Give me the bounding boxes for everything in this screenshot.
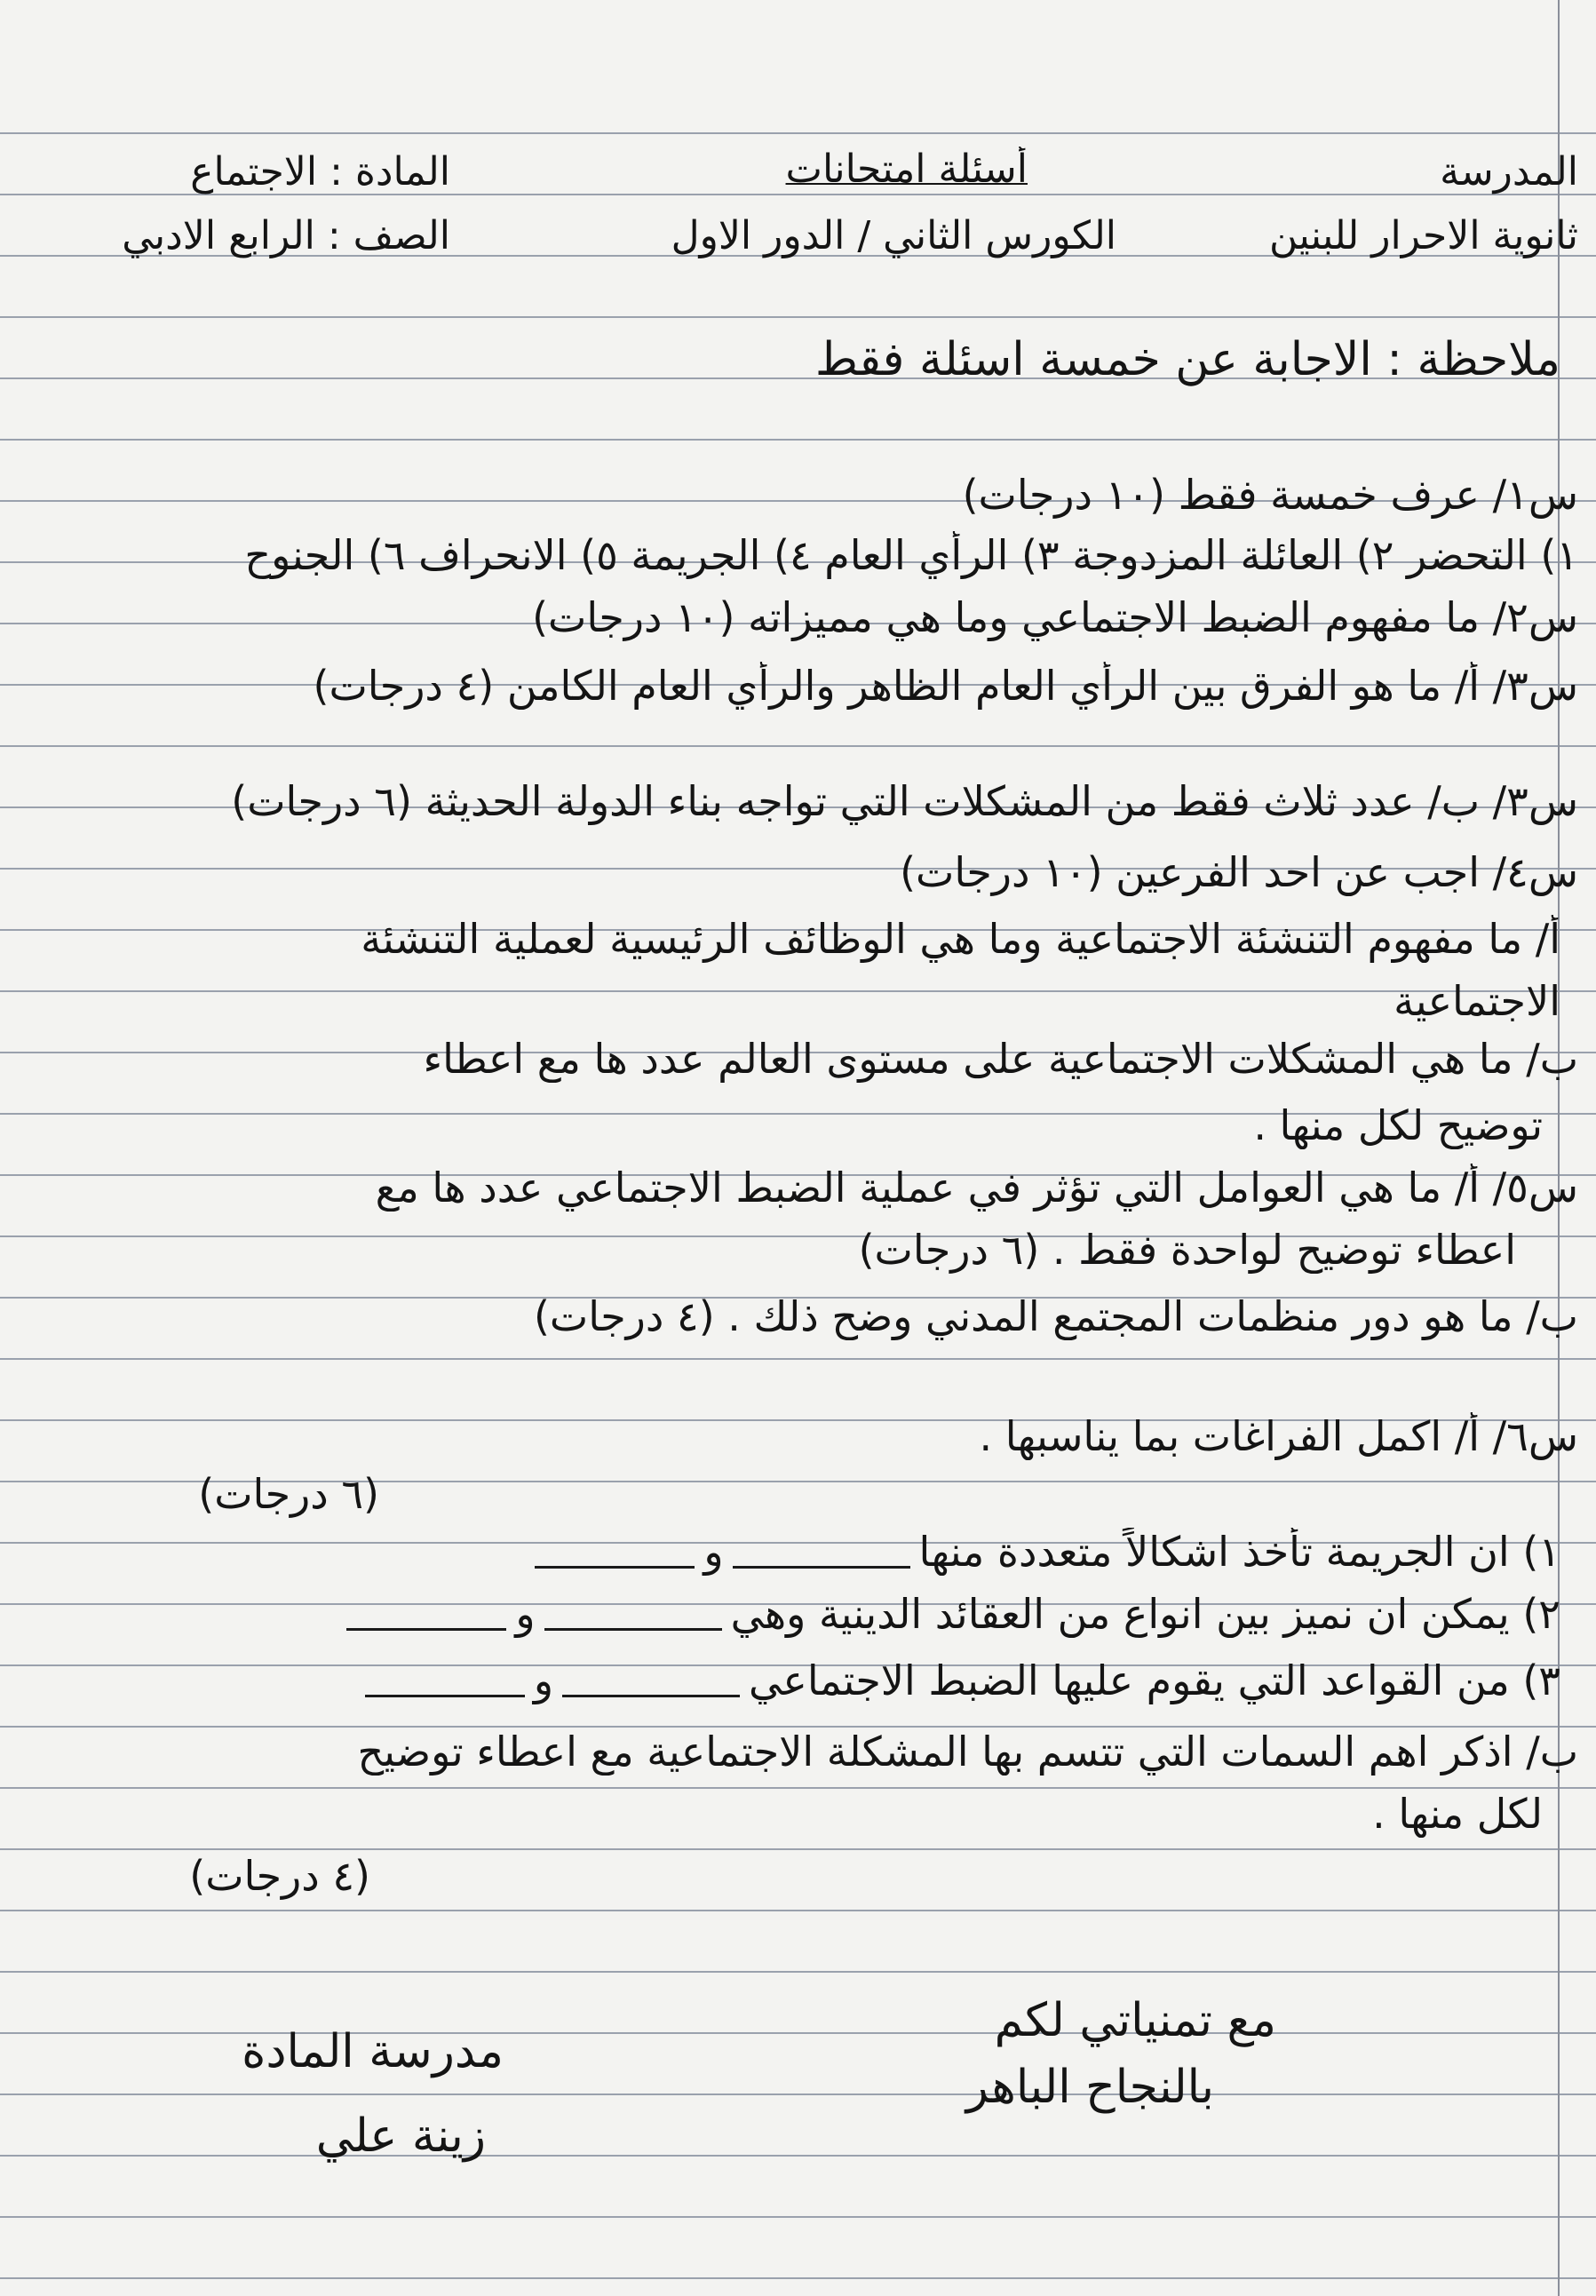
- question-6-marks: (٦ درجات): [198, 1470, 379, 1518]
- subject: المادة : الاجتماع: [190, 149, 450, 195]
- teacher-name: زينة علي: [315, 2109, 486, 2163]
- school-label: المدرسة: [1440, 149, 1578, 195]
- fill-item-1: [210, 1528, 1560, 1576]
- teacher-label: مدرسة المادة: [242, 2025, 504, 2078]
- question-6-title: س٦/ أ/ اكمل الفراغات بما يناسبها .: [979, 1412, 1578, 1460]
- question-4b-line-2: توضيح لكل منها .: [1253, 1101, 1543, 1149]
- conjunction: و: [515, 1590, 536, 1638]
- blank-line: [346, 1603, 506, 1631]
- conjunction: و: [703, 1528, 724, 1576]
- question-4a-line-2: الاجتماعية: [1394, 977, 1560, 1025]
- question-6b-marks: (٤ درجات): [189, 1852, 370, 1900]
- instructions-note: ملاحظة : الاجابة عن خمسة اسئلة فقط: [814, 333, 1560, 386]
- blank-line: [544, 1603, 722, 1631]
- question-3a: س٣/ أ/ ما هو الفرق بين الرأي العام الظاهر والرأي العام الكامن (٤ درجات): [313, 662, 1578, 710]
- exam-title: أسئلة امتحانات: [785, 147, 1028, 192]
- question-1-terms: ١) التحضر ٢) العائلة المزدوجة ٣) الرأي العام ٤) الجريمة ٥) الانحراف ٦) الجنوح: [244, 531, 1578, 579]
- term: الكورس الثاني / الدور الاول: [671, 213, 1116, 258]
- blank-line: [562, 1670, 740, 1697]
- question-1-title: س١/ عرف خمسة فقط (١٠ درجات): [962, 471, 1578, 519]
- question-6b-line-2: لكل منها .: [1372, 1790, 1543, 1838]
- fill-item-3: [51, 1656, 1560, 1704]
- fill-item-2: [15, 1590, 1560, 1638]
- question-5a-line-1: س٥/ أ/ ما هي العوامل التي تؤثر في عملية الضبط الاجتماعي عدد ها مع: [375, 1164, 1578, 1212]
- question-3b: س٣/ ب/ عدد ثلاث فقط من المشكلات التي تواجه بناء الدولة الحديثة (٦ درجات): [231, 777, 1578, 825]
- question-5b: ب/ ما هو دور منظمات المجتمع المدني وضح ذلك . (٤ درجات): [533, 1292, 1578, 1340]
- blank-line: [733, 1541, 910, 1569]
- grade: الصف : الرابع الادبي: [122, 213, 450, 258]
- question-4a-line-1: أ/ ما مفهوم التنشئة الاجتماعية وما هي الوظائف الرئيسية لعملية التنشئة: [361, 915, 1560, 963]
- conjunction: و: [533, 1656, 554, 1704]
- fill-item-1-text: ١) ان الجريمة تأخذ اشكالاً متعددة منها: [918, 1528, 1560, 1576]
- question-4b-line-1: ب/ ما هي المشكلات الاجتماعية على مستوى العالم عدد ها مع اعطاء: [423, 1035, 1578, 1083]
- blank-line: [365, 1670, 525, 1697]
- closing-wish-line-2: بالنجاح الباهر: [965, 2061, 1214, 2114]
- question-5a-line-2: اعطاء توضيح لواحدة فقط . (٦ درجات): [858, 1226, 1516, 1274]
- question-6b-line-1: ب/ اذكر اهم السمات التي تتسم بها المشكلة الاجتماعية مع اعطاء توضيح: [357, 1728, 1578, 1776]
- fill-item-2-text: ٢) يمكن ان نميز بين انواع من العقائد الدينية وهي: [730, 1590, 1560, 1638]
- closing-wish-line-1: مع تمنياتي لكم: [994, 1994, 1276, 2047]
- question-4-title: س٤/ اجب عن احد الفرعين (١٠ درجات): [900, 848, 1578, 896]
- school-name: ثانوية الاحرار للبنين: [1268, 213, 1578, 258]
- blank-line: [535, 1541, 695, 1569]
- question-2: س٢/ ما مفهوم الضبط الاجتماعي وما هي مميزاته (١٠ درجات): [532, 593, 1578, 641]
- fill-item-3-text: ٣) من القواعد التي يقوم عليها الضبط الاجتماعي: [749, 1656, 1560, 1704]
